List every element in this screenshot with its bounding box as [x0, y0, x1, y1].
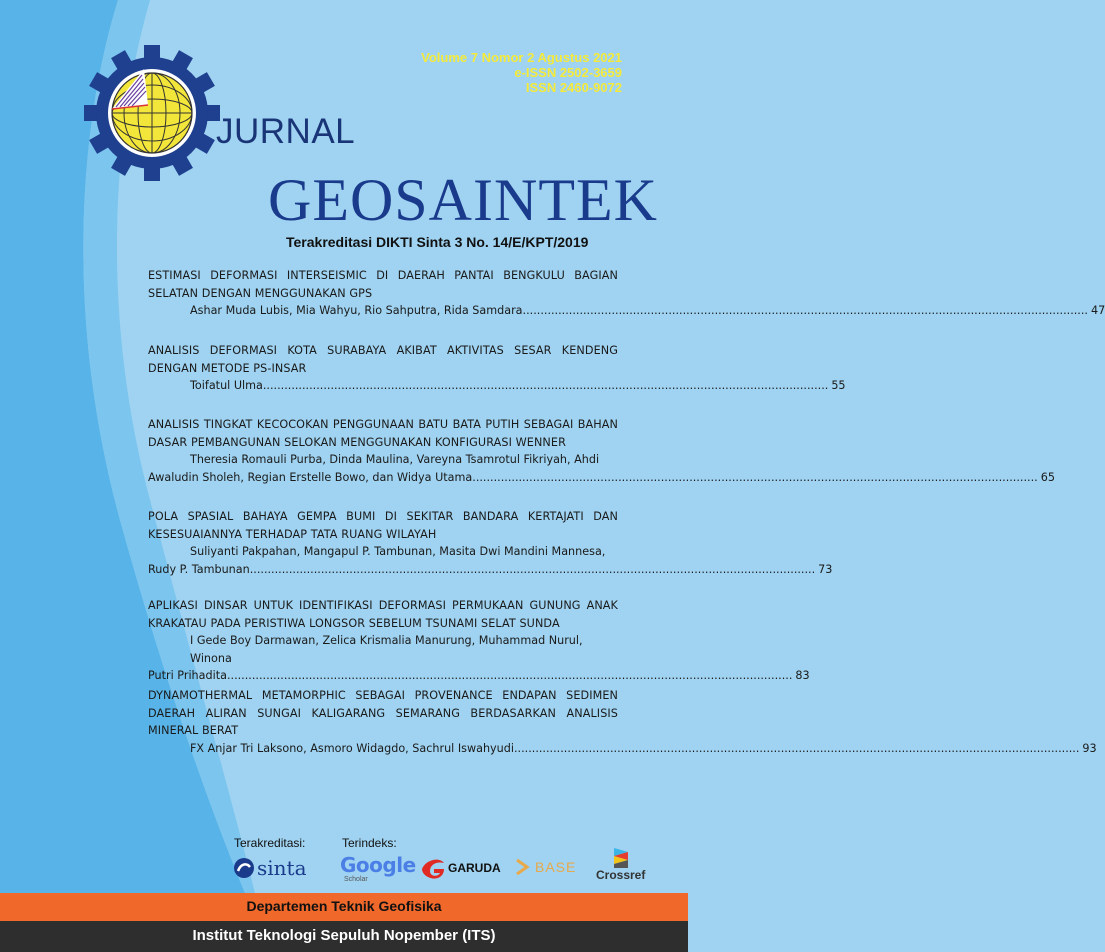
volume-issn-block	[421, 50, 622, 95]
accreditation-note: Terakreditasi DIKTI Sinta 3 No. 14/E/KPT/2019	[286, 234, 589, 250]
base-logo	[515, 858, 576, 876]
article-title: ESTIMASI DEFORMASI INTERSEISMIC DI DAERAH PANTAI BENGKULU BAGIAN SELATAN DENGAN MENGGUNAKAN GPS	[148, 269, 618, 300]
garuda-logo	[420, 857, 501, 879]
journal-gear-globe-logo	[82, 43, 222, 183]
garuda-wordmark: GARUDA	[448, 861, 501, 875]
article-authors: Suliyanti Pakpahan, Mangapul P. Tambunan, Masita Dwi Mandini Mannesa,	[190, 545, 606, 558]
crossref-icon	[610, 846, 632, 868]
article-title: DYNAMOTHERMAL METAMORPHIC SEBAGAI PROVENANCE ENDAPAN SEDIMEN DAERAH ALIRAN SUNGAI KALIGARANG SEMARANG BERDASARKAN ANALISIS MINERAL BERAT	[148, 689, 618, 737]
article-5	[148, 597, 810, 685]
leader-dots: ...............................................................................................................................................................	[513, 741, 1080, 755]
article-authors-continued: Rudy P. Tambunan	[148, 562, 250, 576]
eissn-line: e-ISSN 2502-3659	[514, 65, 622, 80]
volume-line: Volume 7 Nomor 2 Agustus 2021	[421, 50, 622, 65]
article-4	[148, 508, 833, 578]
journal-title: GEOSAINTEK	[268, 167, 658, 233]
article-authors-block	[148, 632, 810, 685]
article-6	[148, 687, 1097, 757]
article-title: ANALISIS TINGKAT KECOCOKAN PENGGUNAAN BATU BATA PUTIH SEBAGAI BAHAN DASAR PEMBANGUNAN SELOKAN MENGGUNAKAN KONFIGURASI WENNER	[148, 418, 618, 449]
page-number: 73	[818, 562, 833, 576]
indexed-label: Terindeks:	[342, 836, 397, 850]
jurnal-wordmark: JURNAL	[216, 112, 356, 151]
page-number: 65	[1040, 470, 1055, 484]
article-2	[148, 342, 846, 395]
leader-dots: ...............................................................................................................................................................	[472, 470, 1038, 484]
leader-dots: ...............................................................................................................................................................	[522, 304, 1088, 317]
article-title: POLA SPASIAL BAHAYA GEMPA BUMI DI SEKITAR BANDARA KERTAJATI DAN KESESUAIANNYA TERHADAP TATA RUANG WILAYAH	[148, 510, 618, 541]
page-number: 47	[1090, 304, 1105, 317]
crossref-logo	[596, 846, 645, 882]
article-1	[148, 267, 1105, 320]
base-chevron-icon	[515, 858, 535, 876]
article-title: APLIKASI DINSAR UNTUK IDENTIFIKASI DEFORMASI PERMUKAAN GUNUNG ANAK KRAKATAU PADA PERISTIWA LONGSOR SEBELUM TSUNAMI SELAT SUNDA	[148, 599, 618, 630]
scholar-wordmark: Scholar	[344, 876, 368, 883]
crossref-wordmark: Crossref	[596, 868, 646, 882]
issn-line: ISSN 2460-9072	[525, 80, 622, 95]
google-scholar-logo	[340, 854, 416, 884]
article-authors-block	[148, 543, 833, 578]
base-wordmark: BASE	[535, 859, 577, 875]
article-authors-line	[148, 302, 1105, 320]
article-authors-continued: Putri Prihadita	[148, 669, 227, 682]
article-authors: Toifatul Ulma	[190, 379, 263, 392]
article-authors: Ashar Muda Lubis, Mia Wahyu, Rio Sahputra, Rida Samdara	[190, 304, 523, 317]
department-name: Departemen Teknik Geofisika	[246, 898, 442, 914]
article-authors-line	[148, 740, 1097, 758]
article-authors-block	[148, 451, 1055, 486]
article-authors: I Gede Boy Darmawan, Zelica Krismalia Manurung, Muhammad Nurul, Winona	[190, 634, 583, 665]
article-authors: Theresia Romauli Purba, Dinda Maulina, Vareyna Tsamrotul Fikriyah, Ahdi	[190, 453, 600, 466]
page-number: 55	[831, 379, 846, 392]
leader-dots: ...............................................................................................................................................................	[226, 669, 793, 682]
page-number: 83	[795, 669, 810, 682]
sinta-wordmark: sinta	[257, 856, 307, 880]
page-number: 93	[1082, 741, 1097, 755]
sinta-icon	[233, 857, 255, 879]
article-3	[148, 416, 1055, 486]
accredited-label: Terakreditasi:	[234, 836, 306, 850]
leader-dots: ...............................................................................................................................................................	[249, 562, 816, 576]
article-authors-continued: Awaludin Sholeh, Regian Erstelle Bowo, dan Widya Utama	[148, 470, 473, 484]
article-title: ANALISIS DEFORMASI KOTA SURABAYA AKIBAT AKTIVITAS SESAR KENDENG DENGAN METODE PS-INSAR	[148, 344, 618, 375]
garuda-icon	[420, 857, 446, 879]
leader-dots: ...............................................................................................................................................................	[262, 379, 829, 392]
article-authors-line	[148, 377, 846, 395]
institute-name: Institut Teknologi Sepuluh Nopember (ITS)	[192, 927, 496, 944]
article-authors: FX Anjar Tri Laksono, Asmoro Widagdo, Sachrul Iswahyudi	[190, 741, 514, 755]
google-wordmark: Google	[340, 853, 416, 877]
sinta-logo	[233, 856, 307, 880]
